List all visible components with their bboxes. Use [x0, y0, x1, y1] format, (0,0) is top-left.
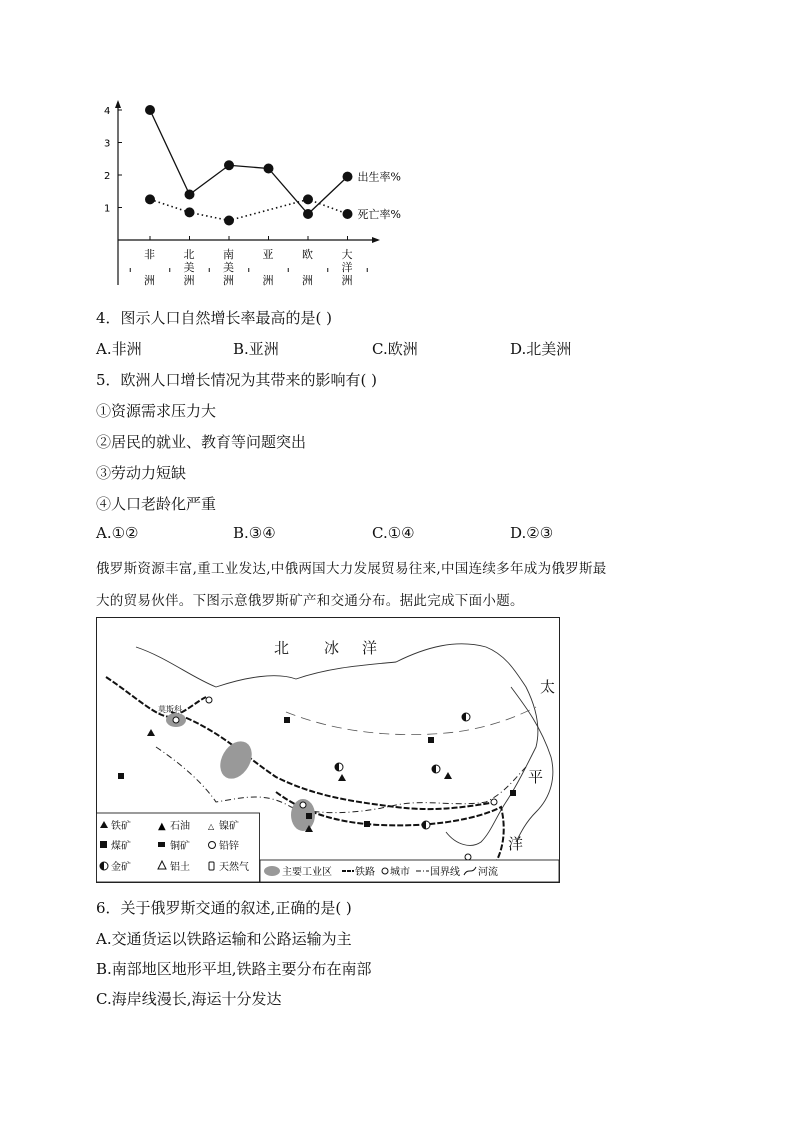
q5-item-2: ②居民的就业、教育等问题突出: [96, 433, 307, 451]
svg-text:煤矿: 煤矿: [111, 841, 131, 852]
y-tick-label: 1: [104, 203, 111, 215]
legend-row-3: [100, 860, 249, 873]
q6-option-c[interactable]: C.海岸线漫长,海运十分发达: [96, 990, 282, 1008]
x-tick-label: 洲: [223, 274, 234, 287]
city-label-moscow: 莫斯科: [158, 705, 182, 714]
birth-death-rate-chart: [100, 92, 401, 292]
x-tick-label: 洋: [341, 261, 353, 274]
birth-rate-point: [303, 209, 313, 219]
city-marker: [173, 717, 179, 723]
svg-text:河流: 河流: [478, 867, 498, 878]
coal-marker: [284, 717, 290, 723]
x-tick-label: 洲: [302, 274, 313, 287]
sea-pacific-2: 平: [528, 768, 544, 786]
russia-resource-map: [96, 617, 560, 883]
death-rate-point: [303, 194, 313, 204]
sea-north-1: 北: [274, 639, 290, 657]
q4-option-c[interactable]: C.欧洲: [372, 340, 418, 358]
city-marker: [300, 802, 306, 808]
coal-marker: [306, 813, 312, 819]
sea-north-3: 洋: [362, 639, 378, 657]
svg-text:国界线: 国界线: [430, 867, 460, 878]
birth-rate-point: [343, 172, 353, 182]
death-rate-point: [343, 209, 353, 219]
x-tick-label: 洲: [144, 274, 155, 287]
x-axis-arrow: [372, 237, 380, 243]
coal-marker: [510, 790, 516, 796]
series-line-birth: [150, 110, 348, 214]
x-tick-label: 美: [223, 261, 234, 274]
q5-item-1: ①资源需求压力大: [96, 402, 217, 420]
city-marker: [465, 854, 471, 860]
q4-option-d[interactable]: D.北美洲: [510, 340, 572, 358]
city-marker: [206, 697, 212, 703]
x-tick-label: 大: [341, 248, 353, 261]
x-tick-label: 欧: [302, 248, 313, 261]
q6-option-b[interactable]: B.南部地区地形平坦,铁路主要分布在南部: [96, 960, 372, 978]
svg-text:镍矿: 镍矿: [219, 821, 239, 832]
q5-option-a[interactable]: A.①②: [96, 524, 139, 542]
y-tick-label: 3: [104, 138, 111, 150]
question-4-stem: 4．图示人口自然增长率最高的是( ): [96, 309, 333, 327]
nickel-icon: △: [208, 822, 215, 831]
x-tick-label: 亚: [262, 248, 274, 261]
question-5-stem: 5．欧洲人口增长情况为其带来的影响有( ): [96, 371, 378, 389]
svg-text:铁矿: 铁矿: [111, 821, 131, 832]
x-tick-label: 南: [223, 248, 234, 261]
death-rate-point: [185, 207, 195, 217]
y-axis-arrow: [115, 100, 121, 108]
q5-option-b[interactable]: B.③④: [233, 524, 276, 542]
series-line-death: [150, 199, 348, 220]
x-tick-label: 非: [144, 248, 155, 261]
coal-marker: [118, 773, 124, 779]
birth-rate-point: [145, 105, 155, 115]
svg-text:铅锌: 铅锌: [219, 841, 239, 852]
svg-text:金矿: 金矿: [111, 862, 131, 873]
q4-option-b[interactable]: B.亚洲: [233, 340, 279, 358]
svg-text:石油: 石油: [170, 821, 190, 832]
q5-option-d[interactable]: D.②③: [510, 524, 554, 542]
x-tick-label: 美: [183, 261, 195, 274]
svg-text:铝土: 铝土: [170, 862, 190, 873]
intro-line-2: 大的贸易伙伴。下图示意俄罗斯矿产和交通分布。据此完成下面小题。: [96, 593, 524, 609]
city-marker: [491, 799, 497, 805]
q6-option-a[interactable]: A.交通货运以铁路运输和公路运输为主: [96, 930, 352, 948]
coal-marker: [428, 737, 434, 743]
legend-label: 出生率%: [357, 170, 401, 184]
y-tick-label: 2: [104, 171, 111, 182]
svg-text:天然气: 天然气: [219, 862, 249, 873]
sea-north-2: 冰: [324, 639, 340, 657]
legend-label: 死亡率%: [357, 208, 401, 221]
intro-line-1: 俄罗斯资源丰富,重工业发达,中俄两国大力发展贸易往来,中国连续多年成为俄罗斯最: [96, 561, 607, 577]
x-tick-label: 洲: [183, 274, 195, 287]
svg-text:铁路: 铁路: [355, 867, 375, 878]
q5-item-3: ③劳动力短缺: [96, 464, 187, 482]
q5-item-4: ④人口老龄化严重: [96, 495, 217, 513]
oil-icon: ▲: [158, 821, 166, 832]
q4-option-a[interactable]: A.非洲: [96, 340, 142, 358]
death-rate-point: [224, 216, 234, 226]
question-6-stem: 6．关于俄罗斯交通的叙述,正确的是( ): [96, 899, 352, 917]
sea-pacific-1: 太: [540, 678, 556, 696]
birth-rate-point: [264, 164, 274, 174]
chart-series: [145, 105, 353, 226]
x-tick-label: 洲: [262, 274, 274, 287]
x-tick-label: 北: [183, 248, 195, 261]
y-tick-label: 4: [104, 106, 111, 117]
legend-row-2: [100, 839, 239, 852]
legend-row-1: [100, 819, 239, 832]
birth-rate-point: [224, 160, 234, 170]
svg-text:铜矿: 铜矿: [170, 841, 190, 852]
sea-pacific-3: 洋: [508, 835, 524, 853]
birth-rate-point: [185, 190, 195, 200]
svg-text:主要工业区: 主要工业区: [282, 867, 332, 878]
svg-text:城市: 城市: [390, 867, 410, 878]
death-rate-point: [145, 194, 155, 204]
x-tick-label: 洲: [341, 274, 353, 287]
coal-marker: [364, 821, 370, 827]
q5-option-c[interactable]: C.①④: [372, 524, 415, 542]
